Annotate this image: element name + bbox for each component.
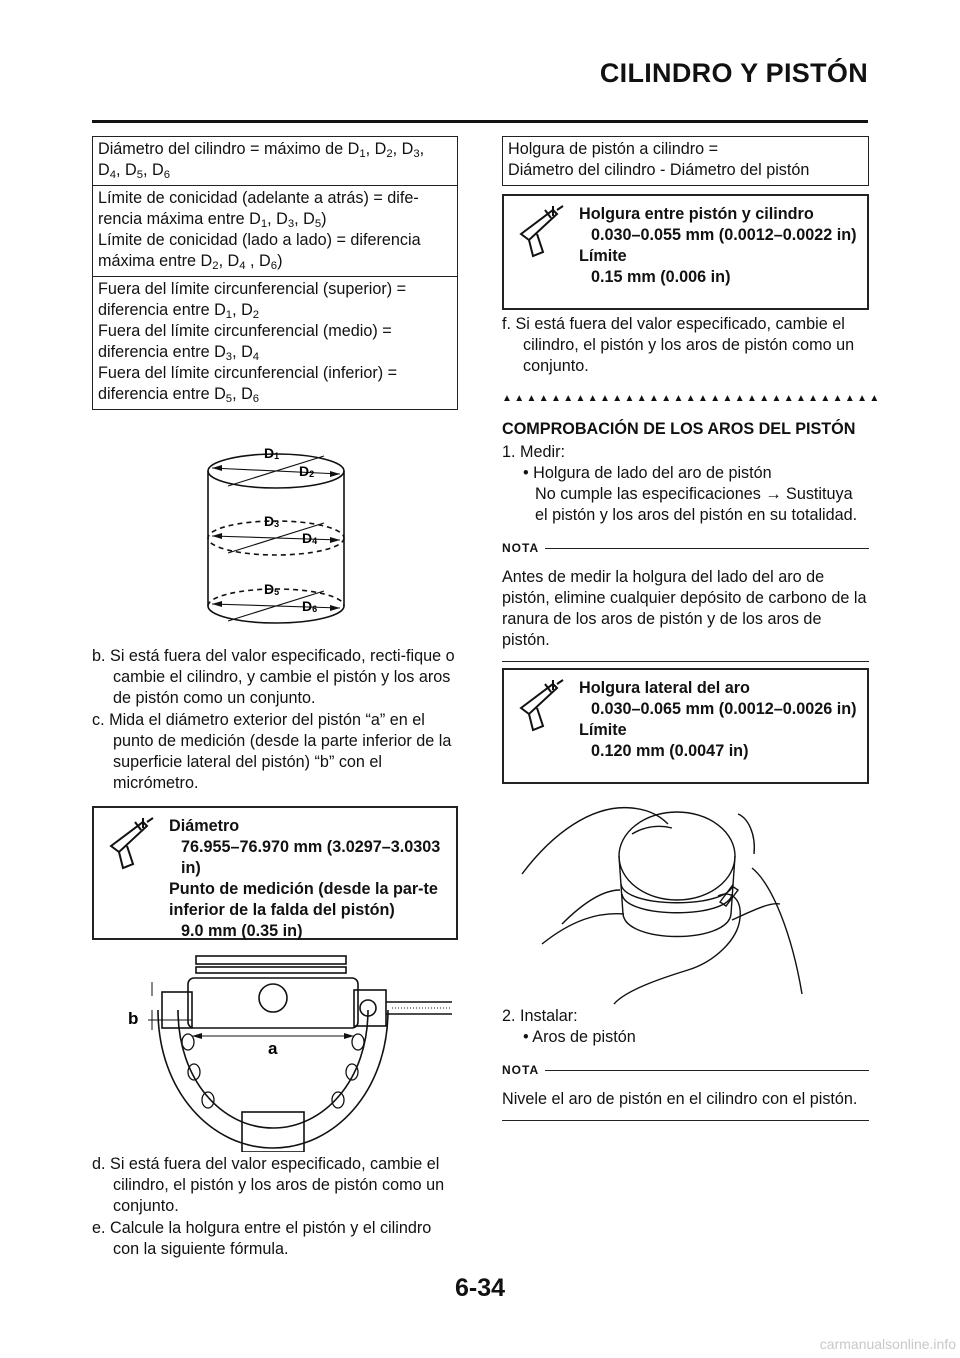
- step-f-text: Si está fuera del valor especificado, cambie el cilindro, el pistón y los aros de pistón como un conjunto.: [515, 315, 855, 375]
- step-d-text: Si está fuera del valor especificado, cambie el cilindro, el pistón y los aros de pistón como un conjunto.: [110, 1155, 445, 1215]
- nota-2-text: Nivele el aro de pistón en el cilindro con el pistón.: [502, 1090, 858, 1108]
- nota-1-text: Antes de medir la holgura del lado del aro de pistón, elimine cualquier depósito de carbono de la ranura de los aros de pistón y de los aros de pistón.: [502, 568, 867, 649]
- spec-box-clearance: [502, 194, 869, 310]
- arrow-right-icon: →: [765, 485, 782, 503]
- formula-row: [93, 186, 457, 277]
- label-a: a: [268, 1039, 278, 1058]
- step-1-note-b: Sustituya el pistón y los aros del pistón en su totalidad.: [535, 485, 858, 524]
- spec-ring-text: [579, 670, 863, 782]
- nota-2-end-rule: [502, 1120, 869, 1121]
- svg-text:D5: [264, 581, 279, 597]
- formula-line: $D_4$, $D_5$, $D_6$: [98, 161, 171, 181]
- cylinder-diagram: [92, 426, 458, 644]
- spec-measure-point-value: 9.0 mm (0.35 in): [181, 922, 303, 940]
- formula-line: Límite de conicidad (adelante a atrás) = dife-: [98, 189, 419, 207]
- step-d: [92, 1154, 458, 1217]
- step-1-bullet: • Holgura de lado del aro de pistón: [523, 464, 772, 482]
- ring-clearance-svg: [502, 794, 869, 1006]
- svg-text:D2: [299, 463, 314, 479]
- svg-text:D4: [302, 530, 317, 546]
- spec-box-diameter: [92, 806, 458, 940]
- formula-line: diferencia entre $D_1$, $D_2$: [98, 301, 260, 321]
- nota-rule: [545, 1070, 869, 1071]
- page-title: CILINDRO Y PISTÓN: [599, 58, 868, 88]
- formula-row: [93, 137, 457, 186]
- step-1-note: [502, 484, 869, 526]
- formula-line: diferencia entre $D_3$, $D_4$: [98, 343, 260, 363]
- watermark: carmanualsonline.info: [819, 1336, 956, 1352]
- label-d1: D: [264, 445, 275, 461]
- step-e-marker: e.: [92, 1219, 106, 1237]
- spec-box-ring: [502, 668, 869, 784]
- step-1-note-a: No cumple las especificaciones: [535, 485, 761, 503]
- nota-rule: [545, 548, 869, 549]
- clearance-formula-line2: Diámetro del cilindro - Diámetro del pistón: [508, 161, 810, 179]
- svg-text:D3: [264, 513, 279, 529]
- svg-text:D6: [302, 598, 317, 614]
- left-column: [92, 136, 458, 1261]
- caliper-icon: [94, 808, 169, 938]
- step-1-marker: 1.: [502, 443, 516, 461]
- step-b-text: Si está fuera del valor especificado, recti-fique o cambie el cilindro, y cambie el pistón y los aros de pistón como un conjunto.: [110, 647, 455, 707]
- formula-line: Límite de conicidad (lado a lado) = diferencia: [98, 231, 421, 249]
- spec-clearance-limit-label: Límite: [579, 247, 627, 265]
- spec-ring-label: Holgura lateral del aro: [579, 679, 750, 697]
- section-end-triangles: ▲▲▲▲▲▲▲▲▲▲▲▲▲▲▲▲▲▲▲▲▲▲▲▲▲▲▲▲▲▲▲: [502, 393, 882, 404]
- formula-line: Fuera del límite circunferencial (inferior) =: [98, 364, 398, 382]
- step-2-text: Instalar:: [520, 1007, 578, 1025]
- step-1: [502, 442, 869, 463]
- step-c-marker: c.: [92, 711, 105, 729]
- formula-line: máxima entre $D_2$, $D_4$ , $D_6$): [98, 252, 283, 272]
- right-column: [502, 136, 882, 1121]
- nota-header-1: [502, 538, 869, 559]
- step-d-marker: d.: [92, 1155, 106, 1173]
- spec-diameter-label: Diámetro: [169, 817, 240, 835]
- step-e: [92, 1218, 458, 1260]
- step-2: [502, 1006, 869, 1027]
- clearance-formula-box: [502, 136, 869, 186]
- label-d5: D: [264, 581, 275, 597]
- label-d1-sub: 1: [274, 451, 280, 461]
- step-e-text: Calcule la holgura entre el pistón y el cilindro con la siguiente fórmula.: [110, 1219, 432, 1258]
- formula-line: Fuera del límite circunferencial (superior) =: [98, 280, 407, 298]
- caliper-icon: [504, 670, 579, 782]
- label-d6-sub: 6: [312, 604, 318, 614]
- svg-text:D1: [264, 445, 279, 461]
- step-c-text: Mida el diámetro exterior del pistón “a” en el punto de medición (desde la parte inferior de la superficie lateral del pistón) “b” con el micrómetro.: [109, 711, 452, 792]
- formula-line: Fuera del límite circunferencial (medio) =: [98, 322, 392, 340]
- formula-line: rencia máxima entre $D_1$, $D_3$, $D_5$): [98, 210, 327, 230]
- label-d4-sub: 4: [312, 536, 318, 546]
- label-d6: D: [302, 598, 313, 614]
- label-d4: D: [302, 530, 313, 546]
- formula-line: diferencia entre $D_5$, $D_6$: [98, 385, 260, 405]
- cylinder-formula-table: [92, 136, 458, 410]
- step-f-marker: f.: [502, 315, 511, 333]
- label-d2: D: [299, 463, 310, 479]
- label-d3-sub: 3: [274, 519, 280, 529]
- step-b: [92, 646, 458, 709]
- spec-clearance-value: 0.030–0.055 mm (0.0012–0.0022 in): [591, 226, 857, 244]
- nota-label: NOTA: [502, 541, 540, 555]
- ring-clearance-illustration: [502, 794, 869, 1006]
- step-f: [502, 314, 869, 377]
- step-2-marker: 2.: [502, 1007, 516, 1025]
- label-d5-sub: 5: [274, 587, 280, 597]
- nota-1-end-rule: [502, 661, 869, 662]
- formula-row: [93, 277, 457, 409]
- steps-b-c: [92, 646, 458, 794]
- formula-line: Diámetro del cilindro = máximo de $D_1$, $D_2$, $D_3$,: [98, 140, 425, 160]
- nota-header-2: [502, 1060, 869, 1081]
- steps-d-e: [92, 1154, 458, 1260]
- caliper-icon: [504, 196, 579, 308]
- nota-label: NOTA: [502, 1063, 540, 1077]
- spec-ring-value: 0.030–0.065 mm (0.0012–0.0026 in): [591, 700, 857, 718]
- spec-clearance-limit-value: 0.15 mm (0.006 in): [591, 268, 731, 286]
- spec-ring-limit-label: Límite: [579, 721, 627, 739]
- step-b-marker: b.: [92, 647, 106, 665]
- spec-clearance-label: Holgura entre pistón y cilindro: [579, 205, 814, 223]
- micrometer-diagram-svg: [92, 952, 458, 1152]
- spec-diameter-value: 76.955–76.970 mm (3.0297–3.0303 in): [181, 838, 441, 877]
- clearance-formula-line1: Holgura de pistón a cilindro =: [508, 140, 719, 158]
- spec-clearance-text: [579, 196, 863, 308]
- page-number: 6-34: [454, 1274, 506, 1302]
- step-2-bullet: • Aros de pistón: [523, 1028, 636, 1046]
- title-rule: [92, 120, 868, 123]
- label-d3: D: [264, 513, 275, 529]
- cylinder-diagram-svg: [92, 426, 458, 644]
- micrometer-diagram: [92, 952, 458, 1152]
- step-1-text: Medir:: [520, 443, 565, 461]
- label-d2-sub: 2: [309, 469, 315, 479]
- step-c: [92, 710, 458, 794]
- spec-diameter-text: [169, 808, 456, 938]
- label-b: b: [128, 1009, 139, 1028]
- spec-measure-point-label: Punto de medición (desde la par-te inferior de la falda del pistón): [169, 880, 438, 919]
- section-title-piston-rings: COMPROBACIÓN DE LOS AROS DEL PISTÓN: [502, 420, 856, 438]
- spec-ring-limit-value: 0.120 mm (0.0047 in): [591, 742, 749, 760]
